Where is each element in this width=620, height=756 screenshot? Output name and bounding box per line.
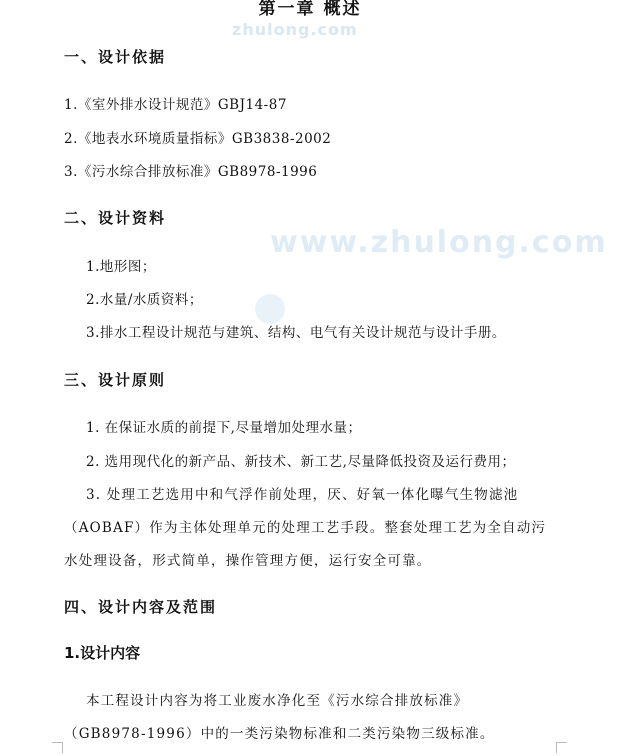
chapter-title: 第一章 概述 xyxy=(258,0,362,19)
section-heading-principles: 三、设计原则 xyxy=(64,371,167,389)
list-item: 1. 在保证水质的前提下,尽量增加处理水量； xyxy=(86,420,362,436)
paragraph-line: （GB8978-1996）中的一类污染物标准和二类污染物三级标准。 xyxy=(64,726,495,742)
watermark-top: zhulong.com xyxy=(232,20,358,39)
watermark-logo-icon xyxy=(255,294,285,324)
paragraph-line: 水处理设备，形式简单，操作管理方便，运行安全可靠。 xyxy=(64,553,432,569)
page-corner-mark xyxy=(556,742,567,753)
paragraph-line: 本工程设计内容为将工业废水净化至《污水综合排放标准》 xyxy=(86,693,469,709)
watermark-middle: www.zhulong.com xyxy=(270,225,608,260)
sub-heading-design-content: 1.设计内容 xyxy=(64,644,141,662)
paragraph-line: 3. 处理工艺选用中和气浮作前处理，厌、好氧一体化曝气生物滤池 xyxy=(86,487,519,503)
list-item: 2.水量/水质资料； xyxy=(86,292,203,308)
section-heading-basis: 一、设计依据 xyxy=(64,48,167,66)
paragraph-line: （AOBAF）作为主体处理单元的处理工艺手段。整套处理工艺为全自动污 xyxy=(64,520,547,536)
list-item: 1.地形图； xyxy=(86,259,156,275)
section-heading-materials: 二、设计资料 xyxy=(64,209,167,227)
page-corner-mark xyxy=(52,742,63,753)
list-item: 1.《室外排水设计规范》GBJ14-87 xyxy=(64,97,287,113)
list-item: 3.排水工程设计规范与建筑、结构、电气有关设计规范与设计手册。 xyxy=(86,325,506,341)
list-item: 2. 选用现代化的新产品、新技术、新工艺,尽量降低投资及运行费用； xyxy=(86,454,516,470)
list-item: 3.《污水综合排放标准》GB8978-1996 xyxy=(64,164,318,180)
list-item: 2.《地表水环境质量指标》GB3838-2002 xyxy=(64,131,332,147)
section-heading-scope: 四、设计内容及范围 xyxy=(64,598,218,616)
